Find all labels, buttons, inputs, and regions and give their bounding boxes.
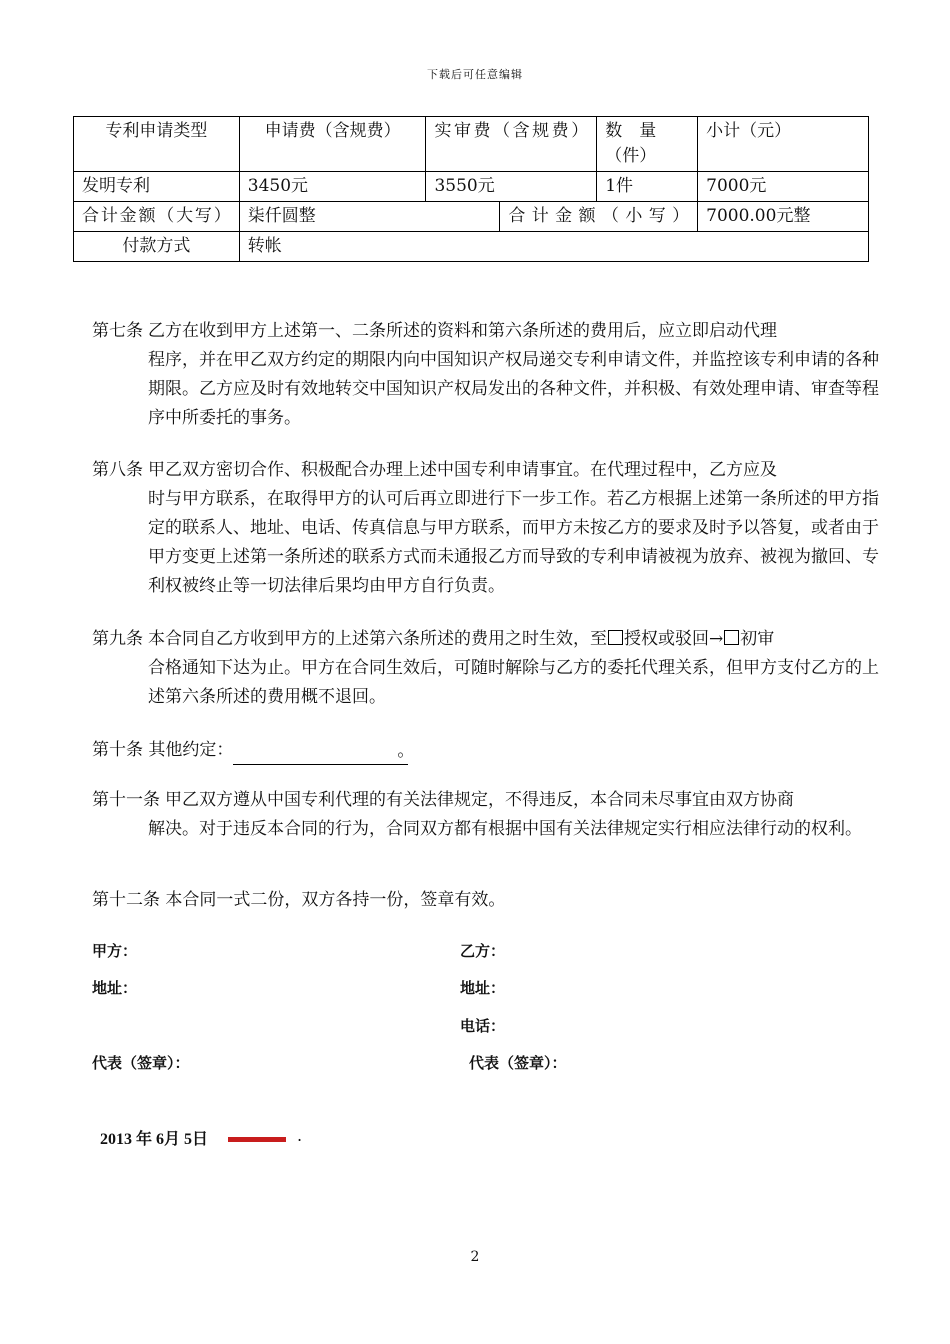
col-header-fee: 申请费（含规费） — [239, 117, 426, 172]
table-total-row — [74, 202, 869, 232]
clause-10-text: 第十条 其他约定： — [92, 740, 234, 760]
clause-11-body: 解决。对于违反本合同的行为，合同双方都有根据中国有关法律规定实行相应法律行动的权利。 — [148, 819, 862, 839]
clause-11 — [92, 786, 890, 844]
rep-b-label: 代表（签章）： — [469, 1054, 567, 1072]
clause-9-number: 第九条 — [92, 629, 143, 649]
clause-10-end: 。 — [397, 741, 415, 761]
checkbox-authorize[interactable] — [608, 630, 623, 645]
table-payment-row — [74, 232, 869, 262]
address-a-label: 地址： — [92, 979, 138, 997]
clause-9-option2: 初审 — [740, 629, 775, 649]
clause-9-body: 合格通知下达为止。甲方在合同生效后，可随时解除与乙方的委托代理关系，但甲方支付乙方的上述第六条所述的费用概不退回。 — [148, 658, 879, 707]
col-header-qty: 数 量（件） — [597, 117, 698, 172]
total-lower-value: 7000.00元整 — [698, 202, 869, 232]
contract-date: 2013 年 6月 5日 — [100, 1131, 209, 1148]
total-upper-value: 柒仟圆整 — [239, 202, 500, 232]
col-header-type: 专利申请类型 — [74, 117, 240, 172]
party-b-label: 乙方： — [460, 942, 506, 960]
fee-table — [73, 116, 869, 262]
cell-qty: 1件 — [597, 172, 698, 202]
clause-7-number: 第七条 — [92, 321, 143, 341]
cell-type: 发明专利 — [74, 172, 240, 202]
total-upper-label: 合计金额（大写） — [74, 202, 240, 232]
date-end: . — [297, 1126, 303, 1145]
clause-11-line1: 甲乙双方遵从中国专利代理的有关法律规定，不得违反，本合同未尽事宜由双方协商 — [165, 790, 794, 810]
clause-8-body: 时与甲方联系，在取得甲方的认可后再立即进行下一步工作。若乙方根据上述第一条所述的甲方指定的联系人、地址、电话、传真信息与甲方联系，而甲方未按乙方的要求及时予以答复，或者由于甲方变更上述第一条所述的联系方式而未通报乙方而导致的专利申请被视为放弃、被视为撤回、专利权被终止等一切法律后果均由甲方自行负责。 — [148, 489, 879, 596]
clause-8-line1: 甲乙双方密切合作、积极配合办理上述中国专利申请事宜。在代理过程中，乙方应及 — [148, 460, 777, 480]
total-lower-label: 合计金额（小写） — [500, 202, 698, 232]
other-terms-blank[interactable] — [233, 741, 415, 765]
page-header: 下载后可任意编辑 — [427, 68, 523, 81]
party-a-label: 甲方： — [92, 942, 138, 960]
clause-12 — [92, 886, 890, 915]
rep-a-label: 代表（签章）： — [92, 1054, 190, 1072]
phone-b-label: 电话： — [460, 1017, 506, 1035]
payment-label: 付款方式 — [74, 232, 240, 262]
clause-9 — [92, 625, 890, 712]
page-number: 2 — [470, 1249, 480, 1265]
cell-subtotal: 7000元 — [698, 172, 869, 202]
address-b-label: 地址： — [460, 979, 506, 997]
cell-fee: 3450元 — [239, 172, 426, 202]
col-header-exam: 实审费（含规费） — [426, 117, 597, 172]
clause-7-line1: 乙方在收到甲方上述第一、二条所述的资料和第六条所述的费用后，应立即启动代理 — [148, 321, 777, 341]
clause-9-option1: 授权或驳回 — [624, 629, 709, 649]
clause-7-body: 程序，并在甲乙双方约定的期限内向中国知识产权局递交专利申请文件，并监控该专利申请的各种期限。乙方应及时有效地转交中国知识产权局发出的各种文件，并积极、有效处理申请、审查等程序中所委托的事务。 — [148, 350, 879, 428]
arrow-icon: → — [709, 629, 724, 649]
clause-8 — [92, 456, 890, 601]
table-header-row — [74, 117, 869, 172]
col-header-subtotal: 小计（元） — [698, 117, 869, 172]
clause-9-line1: 本合同自乙方收到甲方的上述第六条所述的费用之时生效，至 — [148, 629, 607, 649]
clause-12-text: 第十二条 本合同一式二份，双方各持一份，签章有效。 — [92, 890, 506, 910]
red-ink-mark — [228, 1137, 286, 1142]
clause-11-number: 第十一条 — [92, 790, 160, 810]
clause-7 — [92, 317, 890, 433]
table-row — [74, 172, 869, 202]
cell-exam: 3550元 — [426, 172, 597, 202]
clause-10 — [92, 736, 890, 765]
clause-8-number: 第八条 — [92, 460, 143, 480]
checkbox-preliminary[interactable] — [724, 630, 739, 645]
payment-value: 转帐 — [239, 232, 868, 262]
